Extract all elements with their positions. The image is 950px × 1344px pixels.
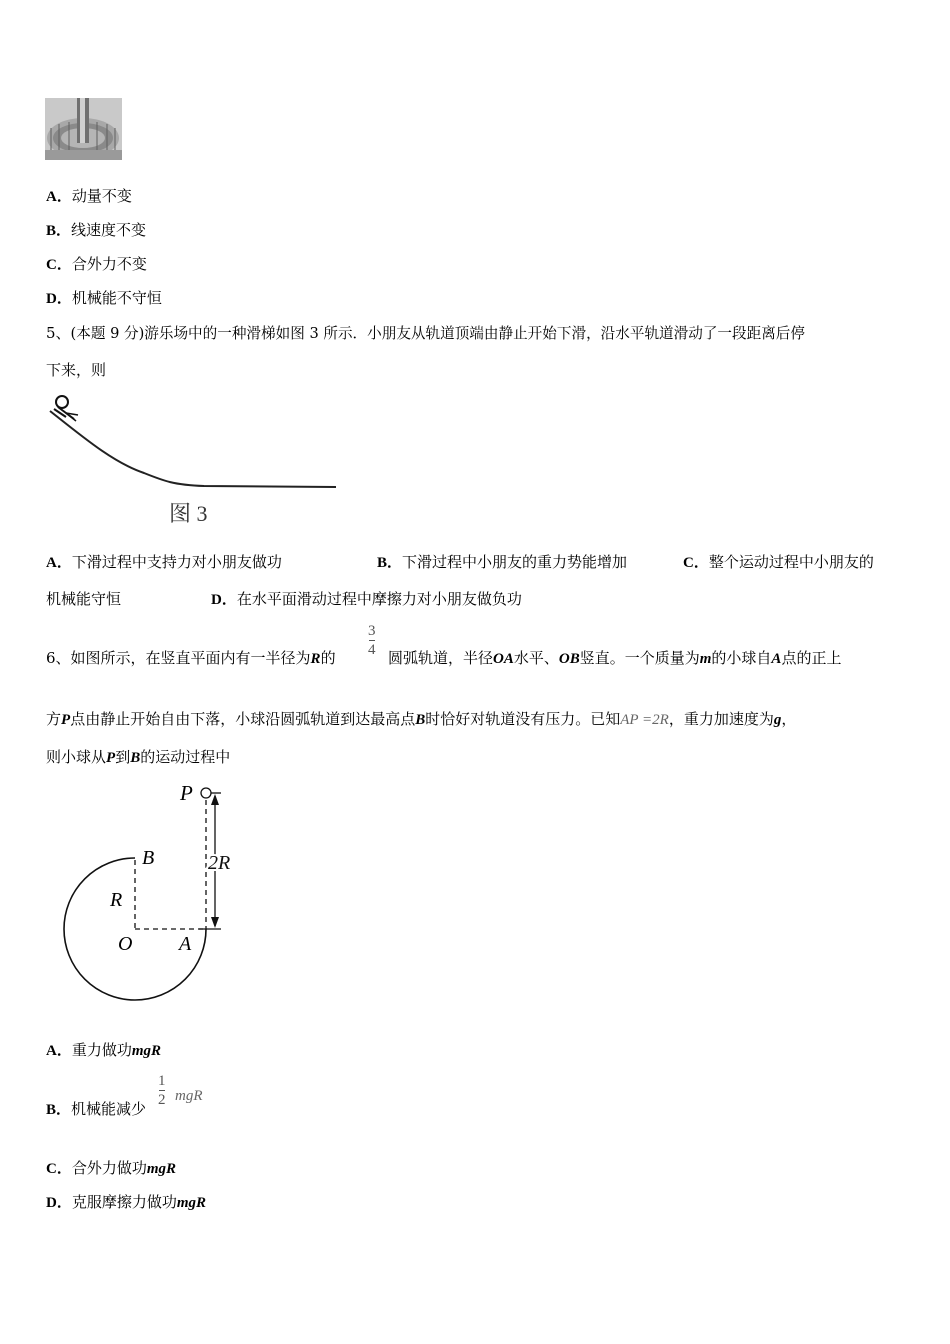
- q5-number: 5、: [46, 324, 71, 342]
- label-a: A: [179, 933, 192, 955]
- q6-text: 水平、: [513, 649, 559, 667]
- fraction-one-half: [158, 1072, 166, 1109]
- q6-text: 的运动过程中: [140, 748, 231, 766]
- frac-den: 4: [368, 642, 376, 658]
- var-g: g: [773, 712, 782, 728]
- ball-icon: [201, 788, 211, 798]
- option-b-text: 下滑过程中小朋友的重力势能增加: [402, 553, 628, 571]
- q4-option-d: [46, 288, 162, 309]
- option-c-label: C．: [46, 1161, 72, 1177]
- arrow-down-icon: [211, 917, 219, 928]
- option-text: 线速度不变: [71, 221, 147, 239]
- q6-text: ，重力加速度为: [668, 710, 774, 728]
- label-p: P: [180, 781, 193, 805]
- ferris-wheel-photo: [45, 98, 122, 160]
- var-b: B: [130, 750, 141, 766]
- figure-caption: 图 3: [169, 501, 208, 526]
- q5-stem-line2: [46, 360, 106, 380]
- arrow-up-icon: [211, 794, 219, 805]
- option-d-text: 克服摩擦力做功: [71, 1193, 177, 1211]
- option-d-label: D．: [211, 592, 237, 608]
- option-label: D．: [46, 291, 72, 307]
- option-b-math: mgR: [175, 1088, 203, 1104]
- option-a-math: mgR: [131, 1043, 162, 1059]
- q5-option-d: [211, 589, 522, 610]
- option-c-math: mgR: [146, 1161, 177, 1177]
- option-a-text: 下滑过程中支持力对小朋友做功: [71, 553, 282, 571]
- label-b: B: [142, 847, 155, 869]
- q6-text: 时恰好对轨道没有压力。已知: [425, 710, 621, 728]
- var-oa: OA: [493, 651, 514, 667]
- var-p: P: [61, 712, 71, 728]
- option-a-label: A．: [46, 555, 72, 571]
- option-text: 机械能不守恒: [71, 289, 162, 307]
- option-a-label: A．: [46, 1043, 72, 1059]
- q5-stem-text-2: 下来，则: [46, 361, 107, 379]
- option-c-text: 合外力做功: [71, 1159, 147, 1177]
- fraction-three-quarters: [368, 622, 376, 659]
- option-label: B．: [46, 223, 72, 239]
- q4-option-c: [46, 254, 147, 275]
- q6-stem-line3: [46, 747, 230, 768]
- option-b-text: 机械能减少: [71, 1100, 147, 1118]
- q6-option-a: [46, 1040, 161, 1061]
- q6-text: 到: [115, 748, 131, 766]
- q6-stem-line2: [46, 709, 796, 730]
- q5-option-c: [683, 552, 874, 573]
- option-text: 合外力不变: [71, 255, 147, 273]
- label-2r: 2R: [208, 852, 231, 874]
- var-ob: OB: [558, 651, 580, 667]
- q6-text: 点由静止开始自由下落，小球沿圆弧轨道到达最高点: [70, 710, 416, 728]
- option-text: 动量不变: [71, 187, 132, 205]
- q6-text: 的小球自: [711, 649, 772, 667]
- q4-option-b: [46, 220, 146, 241]
- frac-num: 3: [368, 623, 376, 639]
- q6-stem-line1b: [388, 648, 841, 669]
- label-o: O: [118, 933, 133, 955]
- option-c-text-2: 机械能守恒: [46, 590, 122, 608]
- q5-stem-line1: [46, 323, 805, 344]
- option-d-math: mgR: [176, 1195, 207, 1211]
- var-b: B: [415, 712, 426, 728]
- option-d-label: D．: [46, 1195, 72, 1211]
- option-a-text: 重力做功: [71, 1041, 132, 1059]
- frac-den: 2: [158, 1092, 166, 1108]
- option-b-label: B．: [377, 555, 403, 571]
- q6-text: 则小球从: [46, 748, 107, 766]
- q6-text: 圆弧轨道，半径: [388, 649, 494, 667]
- child-head: [56, 396, 68, 408]
- q5-stem-text: (本题 9 分)游乐场中的一种滑梯如图 3 所示．小朋友从轨道顶端由静止开始下滑，沿水平轨道滑动了一段距离后停: [70, 325, 805, 342]
- q5-options-line2: [46, 589, 121, 609]
- q6-text: 的: [320, 649, 336, 667]
- q6-text: 6、如图所示，在竖直平面内有一半径为: [46, 649, 311, 667]
- option-b-label: B．: [46, 1102, 72, 1118]
- ap-equation: AP =2R: [620, 712, 669, 728]
- var-p: P: [106, 750, 116, 766]
- q6-text: 方: [46, 710, 62, 728]
- slide-track: [50, 411, 336, 487]
- option-label: A．: [46, 189, 72, 205]
- q6-option-b: [46, 1099, 146, 1120]
- option-c-label: C．: [683, 555, 709, 571]
- slide-figure: [44, 393, 344, 533]
- frac-num: 1: [158, 1073, 166, 1089]
- q6-text: 点的正上: [781, 649, 842, 667]
- q6-stem-line1: [46, 648, 336, 669]
- q4-option-a: [46, 186, 132, 207]
- q6-text: ，: [781, 710, 797, 728]
- var-m: m: [699, 651, 712, 667]
- q6-option-c: [46, 1158, 176, 1179]
- q6-text: 竖直。一个质量为: [579, 649, 700, 667]
- q5-option-b: [377, 552, 627, 573]
- label-r: R: [110, 889, 123, 911]
- option-label: C．: [46, 257, 72, 273]
- var-r: R: [310, 651, 321, 667]
- option-d-text: 在水平面滑动过程中摩擦力对小朋友做负功: [236, 590, 522, 608]
- arc-track-figure: [55, 778, 245, 1008]
- option-c-text: 整个运动过程中小朋友的: [708, 553, 874, 571]
- var-a: A: [771, 651, 782, 667]
- q5-options-line1: [46, 552, 282, 573]
- q6-option-d: [46, 1192, 206, 1213]
